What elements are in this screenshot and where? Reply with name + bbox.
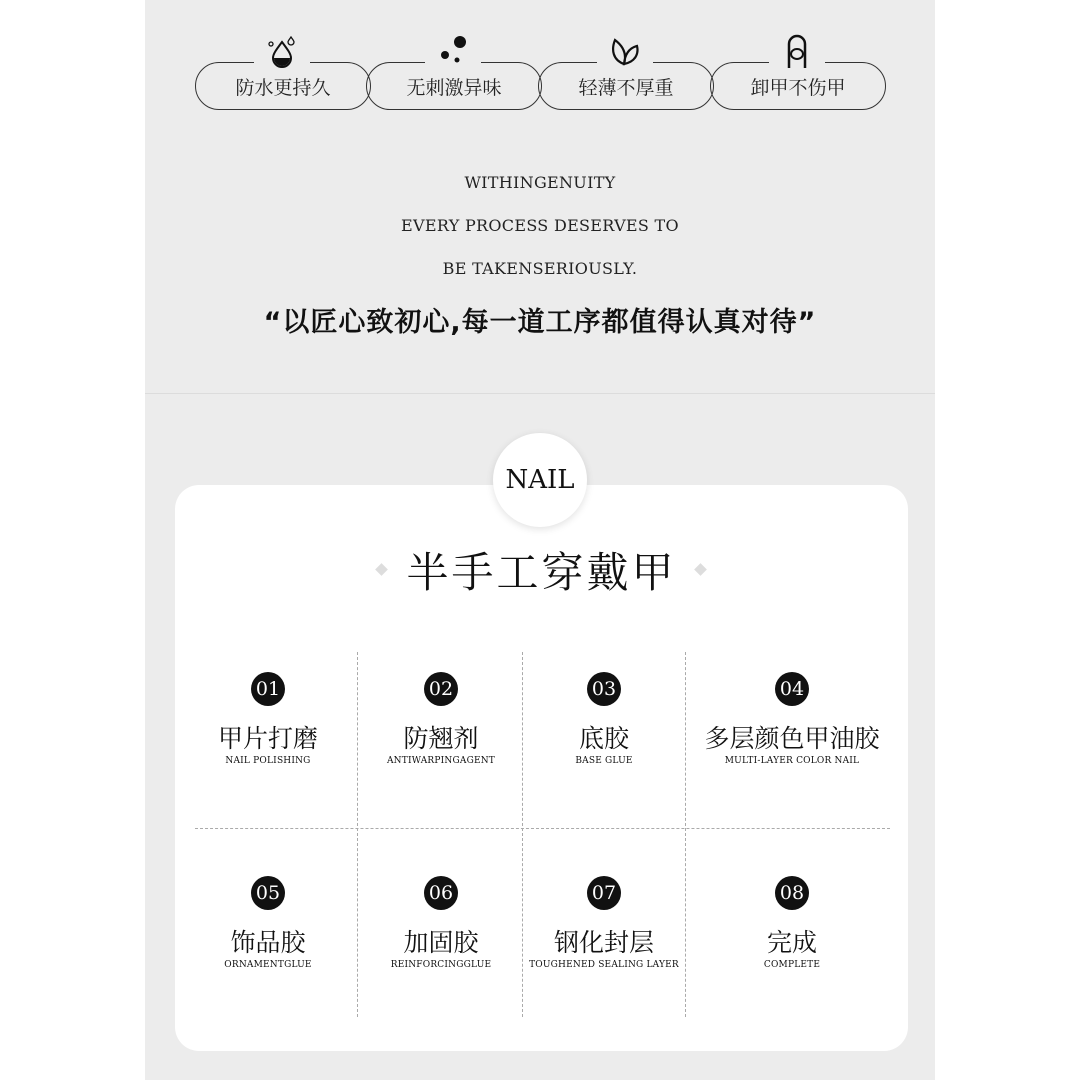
nail-badge xyxy=(493,433,587,527)
step-subtitle: MULTI-LAYER COLOR NAIL xyxy=(724,756,860,766)
water-drop-icon xyxy=(262,34,302,68)
step-subtitle: ANTIWARPINGAGENT xyxy=(386,756,496,766)
feature-pill-thin: 轻薄不厚重 xyxy=(538,62,714,110)
step-number: 01 xyxy=(251,672,285,706)
step-title: 钢化封层 xyxy=(553,928,654,957)
fingernail-icon xyxy=(777,34,817,68)
slogan-quote: “以匠心致初心,每一道工序都值得认真对待” xyxy=(263,307,817,338)
step-subtitle: REINFORCINGGLUE xyxy=(390,960,492,970)
leaf-icon xyxy=(605,34,645,68)
step-subtitle: ORNAMENTGLUE xyxy=(224,960,312,970)
process-step xyxy=(504,672,704,766)
step-number: 05 xyxy=(251,876,285,910)
step-subtitle: TOUGHENED SEALING LAYER xyxy=(529,960,679,970)
step-number: 07 xyxy=(587,876,621,910)
process-step xyxy=(692,672,892,766)
nail-badge-text: NAIL xyxy=(505,465,575,495)
process-step xyxy=(168,876,368,970)
process-step xyxy=(168,672,368,766)
step-subtitle: COMPLETE xyxy=(763,960,821,970)
dots-icon xyxy=(433,34,473,68)
step-number: 04 xyxy=(775,672,809,706)
process-step xyxy=(692,876,892,970)
step-title: 多层颜色甲油胶 xyxy=(704,724,880,753)
slogan-line-3: BE TAKENSERIOUSLY. xyxy=(442,259,638,278)
process-step xyxy=(504,876,704,970)
slogan-line-2: EVERY PROCESS DESERVES TO xyxy=(401,216,679,235)
step-title: 饰品胶 xyxy=(230,928,306,957)
step-number: 02 xyxy=(424,672,458,706)
slogan-line-1: WITHINGENUITY xyxy=(464,173,616,192)
step-title: 防翘剂 xyxy=(403,724,479,753)
feature-pill-no-odor: 无刺激异味 xyxy=(366,62,542,110)
step-title: 加固胶 xyxy=(403,928,479,957)
step-title: 完成 xyxy=(766,928,817,957)
step-number: 03 xyxy=(587,672,621,706)
step-subtitle: BASE GLUE xyxy=(575,756,633,766)
section-title: 半手工穿戴甲 xyxy=(406,548,677,597)
grid-divider xyxy=(195,828,890,829)
step-number: 06 xyxy=(424,876,458,910)
step-number: 08 xyxy=(775,876,809,910)
step-title: 甲片打磨 xyxy=(217,724,318,753)
feature-pill-safe-removal: 卸甲不伤甲 xyxy=(710,62,886,110)
step-subtitle: NAIL POLISHING xyxy=(225,756,311,766)
feature-pill-waterproof: 防水更持久 xyxy=(195,62,371,110)
section-divider xyxy=(145,393,935,394)
step-title: 底胶 xyxy=(578,724,629,753)
